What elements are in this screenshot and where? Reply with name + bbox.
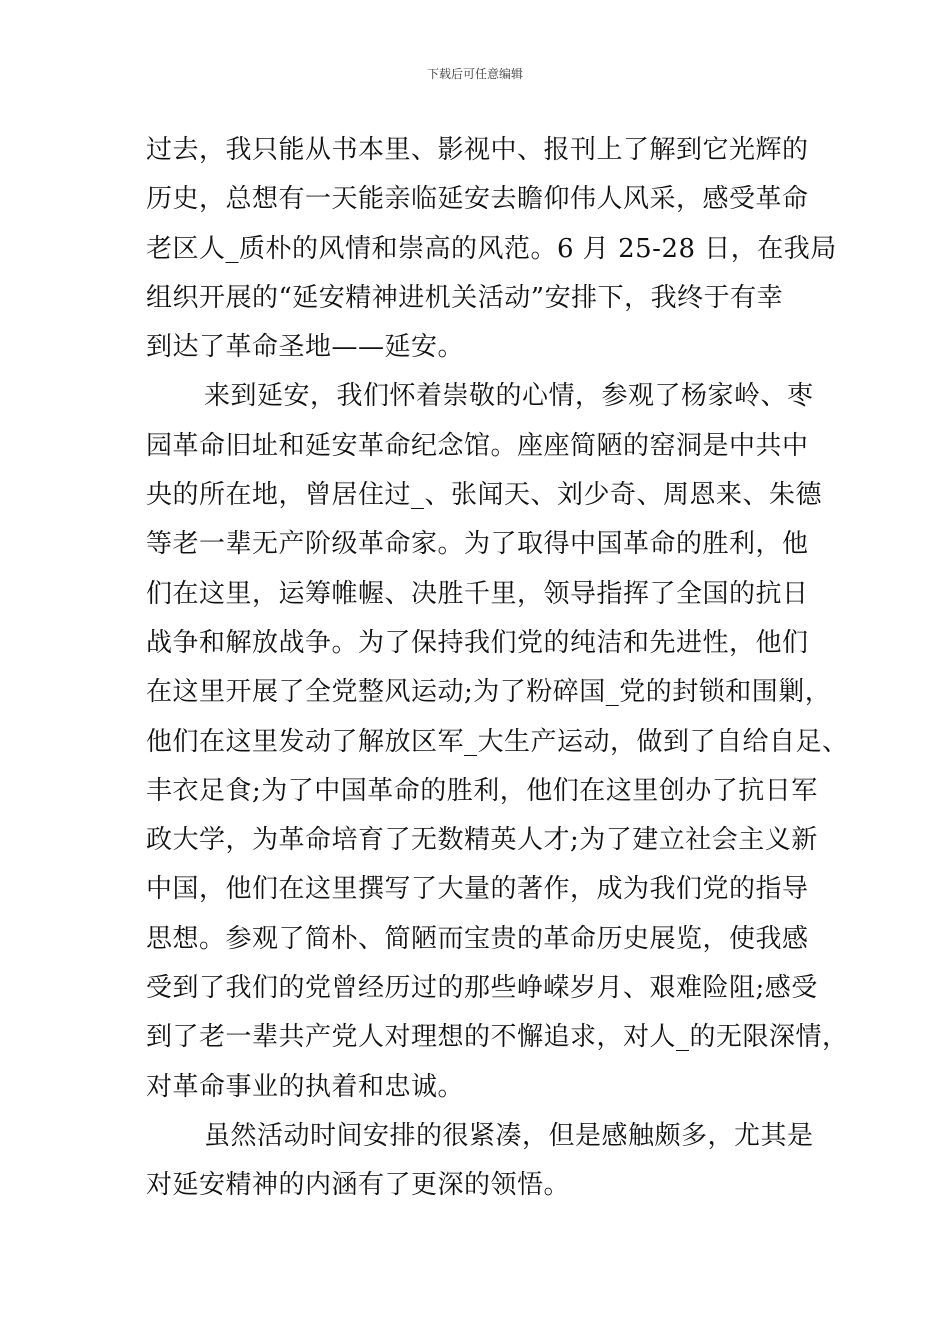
text-line: 过去，我只能从书本里、影视中、报刊上了解到它光辉的 xyxy=(146,135,809,165)
text-line: 中国，他们在这里撰写了大量的著作，成为我们党的指导 xyxy=(146,874,809,905)
text-line: 政大学，为革命培育了无数精英人才;为了建立社会主义新 xyxy=(146,825,818,856)
paragraph-1 xyxy=(146,126,837,372)
text-line: 央的所在地，曾居住过_、张闻天、刘少奇、周恩来、朱德 xyxy=(146,480,823,511)
text-line: 们在这里，运筹帷幄、决胜千里，领导指挥了全国的抗日 xyxy=(146,578,809,609)
text-line: 在这里开展了全党整风运动;为了粉碎国_党的封锁和围剿， xyxy=(146,677,832,708)
text-line: 历史，总想有一天能亲临延安去瞻仰伟人风采，感受革命 xyxy=(146,184,809,215)
text-line: 来到延安，我们怀着崇敬的心情，参观了杨家岭、枣 xyxy=(204,381,814,412)
page-header: 下载后可任意编辑 xyxy=(426,67,523,81)
text-line: 对延安精神的内涵有了更深的领悟。 xyxy=(146,1170,571,1201)
text-line: 园革命旧址和延安革命纪念馆。座座简陋的窑洞是中共中 xyxy=(146,430,809,461)
text-line: 到了老一辈共产党人对理想的不懈追求，对人_的无限深情， xyxy=(146,1022,849,1053)
text-line: 老区人_质朴的风情和崇高的风范。6 月 25-28 日，在我局 xyxy=(146,233,837,264)
text-line: 受到了我们的党曾经历过的那些峥嵘岁月、艰难险阻;感受 xyxy=(146,973,818,1004)
text-line: 战争和解放战争。为了保持我们党的纯洁和先进性，他们 xyxy=(146,627,809,658)
text-line: 思想。参观了简朴、简陋而宝贵的革命历史展览，使我感 xyxy=(146,923,809,954)
text-line: 虽然活动时间安排的很紧凑，但是感触颇多，尤其是 xyxy=(204,1120,814,1151)
text-line: 组织开展的“延安精神进机关活动”安排下，我终于有幸 xyxy=(146,282,784,313)
text-line: 丰衣足食;为了中国革命的胜利，他们在这里创办了抗日军 xyxy=(146,775,818,806)
text-line: 对革命事业的执着和忠诚。 xyxy=(146,1071,465,1102)
paragraph-2 xyxy=(146,372,849,1111)
paragraph-3 xyxy=(146,1112,814,1211)
text-line: 等老一辈无产阶级革命家。为了取得中国革命的胜利，他 xyxy=(146,529,809,560)
text-line: 到达了革命圣地——延安。 xyxy=(146,332,465,363)
document-body xyxy=(146,126,849,1211)
text-line: 他们在这里发动了解放区军_大生产运动，做到了自给自足、 xyxy=(146,726,849,757)
